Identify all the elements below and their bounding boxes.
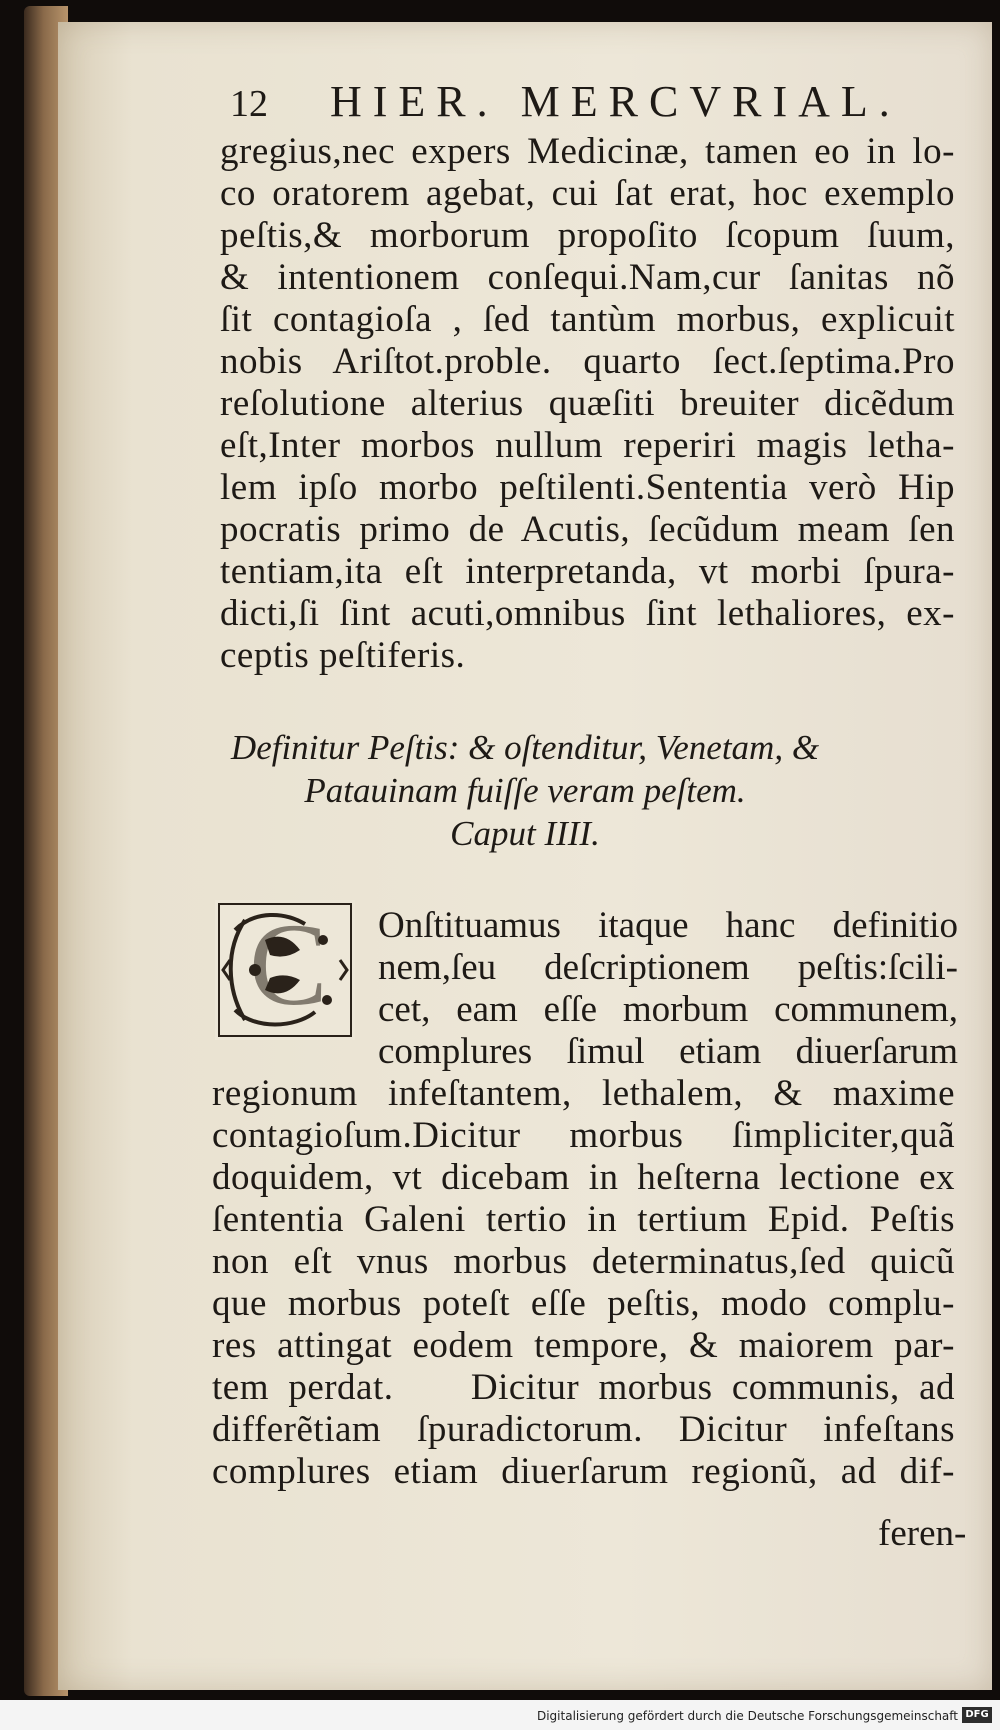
text-line: eſt,Inter morbos nullum reperiri magis letha- (220, 425, 955, 466)
text-line: dicti,ſi ſint acuti,omnibus ſint lethaliores, ex- (220, 593, 955, 634)
text-line: ſententia Galeni tertio in tertium Epid. Peſtis (212, 1199, 955, 1240)
text-line: ceptis peſtiferis. (220, 635, 466, 676)
initial-letter: C (249, 899, 328, 1030)
page-number: 12 (230, 83, 268, 125)
decorated-initial (215, 900, 355, 1040)
chapter-number: Caput IIII. (450, 814, 600, 853)
text-line: gregius,nec expers Medicinæ, tamen eo in lo- (220, 131, 955, 172)
text-line: Onſtituamus itaque hanc definitio (378, 905, 958, 946)
text-line: que morbus poteſt eſſe peſtis, modo complu- (212, 1283, 955, 1324)
catchword: feren- (878, 1513, 967, 1554)
text-line: res attingat eodem tempore, & maiorem par- (212, 1325, 955, 1366)
text-line: peſtis,& morborum propoſito ſcopum ſuum, (220, 215, 955, 256)
text-line: nem,ſeu deſcriptionem peſtis:ſcili- (378, 947, 958, 988)
funding-credit: Digitalisierung gefördert durch die Deutsche Forschungsgemeinschaft (536, 1709, 958, 1723)
text-line: tem perdat. Dicitur morbus communis, ad (212, 1367, 955, 1408)
chapter-heading-line: Patauinam fuiſſe veram peſtem. (304, 771, 746, 810)
text-line: lem ipſo morbo peſtilenti.Sententia verò Hip (220, 467, 955, 508)
chapter-heading-line: Definitur Peſtis: & oſtenditur, Venetam, & (230, 728, 820, 767)
text-line: tentiam,ita eſt interpretanda, vt morbi ſpura- (220, 551, 955, 592)
text-line: nobis Ariſtot.proble. quarto ſect.ſeptima.Pro (220, 341, 955, 382)
text-line: co oratorem agebat, cui ſat erat, hoc exemplo (220, 173, 955, 214)
text-line: ſit contagioſa , ſed tantùm morbus, explicuit (220, 299, 955, 340)
text-line: differẽtiam ſpuradictorum. Dicitur infeſtans (212, 1409, 955, 1450)
text-line: non eſt vnus morbus determinatus,ſed quicũ (212, 1241, 955, 1282)
text-line: regionum infeſtantem, lethalem, & maxime (212, 1073, 955, 1114)
text-line: complures etiam diuerſarum regionũ, ad dif- (212, 1451, 955, 1492)
text-line: cet, eam eſſe morbum communem, (378, 989, 958, 1030)
text-line: & intentionem conſequi.Nam,cur ſanitas nõ (220, 257, 955, 298)
text-line: reſolutione alterius quæſiti breuiter dicẽdum (220, 383, 955, 424)
dfg-logo-icon: DFG (962, 1707, 992, 1723)
text-line: doquidem, vt dicebam in heſterna lectione ex (212, 1157, 955, 1198)
text-line: complures ſimul etiam diuerſarum (378, 1031, 958, 1072)
text-line: pocratis primo de Acutis, ſecũdum meam ſen (220, 509, 955, 550)
text-line: contagioſum.Dicitur morbus ſimpliciter,quã (212, 1115, 955, 1156)
running-title: HIER. MERCVRIAL. (330, 77, 901, 126)
